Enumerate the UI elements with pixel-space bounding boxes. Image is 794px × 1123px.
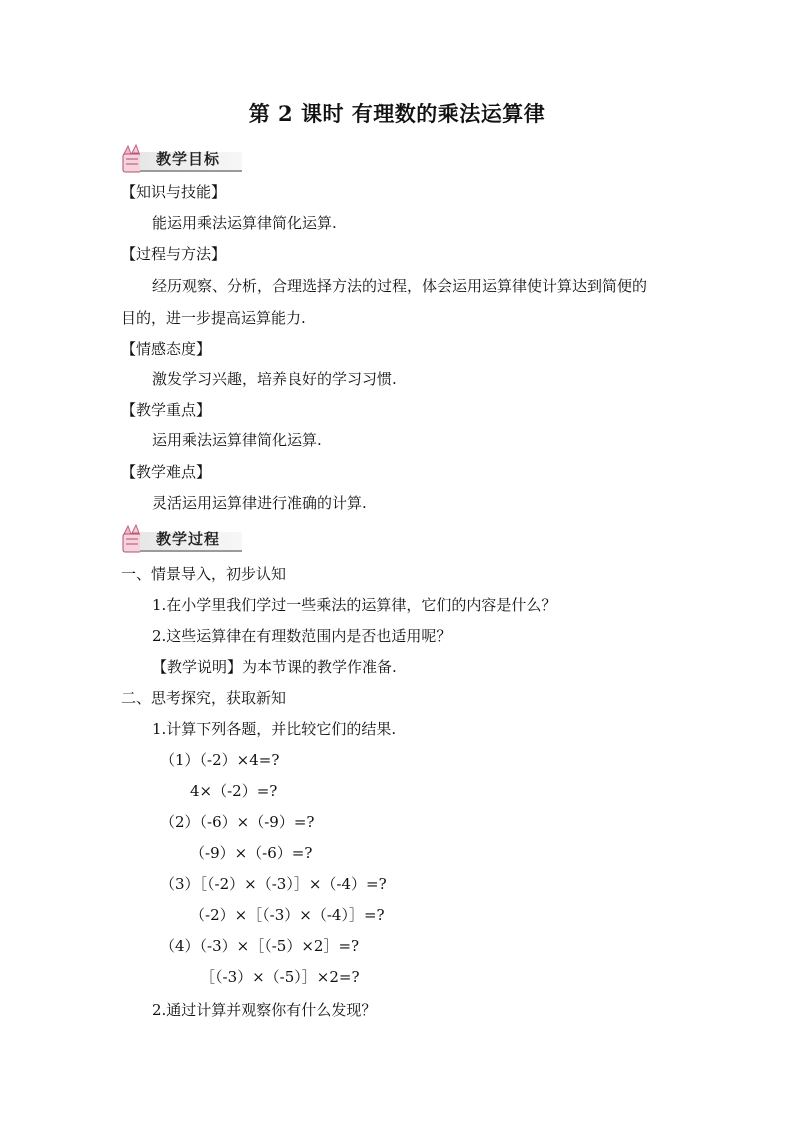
- part1-note: 【教学说明】为本节课的教学作准备.: [152, 658, 397, 676]
- part2-heading: 二、思考探究，获取新知: [121, 689, 287, 707]
- exercise-1a: （1）（-2）×4=?: [160, 751, 280, 769]
- page-title: 第 2 课时 有理数的乘法运算律: [248, 101, 546, 126]
- focus-label: 【教学重点】: [121, 401, 212, 419]
- exercise-2b: （-9）×（-6）=?: [190, 844, 313, 862]
- process-text-1: 经历观察、分析，合理选择方法的过程，体会运用运算律使计算达到简便的: [152, 277, 648, 295]
- part2-question-2: 2.通过计算并观察你有什么发现？: [152, 1001, 377, 1019]
- process-text-2: 目的，进一步提高运算能力.: [121, 309, 306, 327]
- emotion-text: 激发学习兴趣，培养良好的学习习惯.: [152, 370, 397, 388]
- process-banner: [118, 524, 242, 554]
- emotion-label: 【情感态度】: [121, 340, 212, 358]
- exercise-4b: ［（-3）×（-5）］×2=?: [200, 968, 360, 986]
- part1-question-1: 1.在小学里我们学过一些乘法的运算律，它们的内容是什么？: [152, 596, 557, 614]
- exercise-2a: （2）（-6）×（-9）=?: [160, 813, 315, 831]
- part1-heading: 一、情景导入，初步认知: [121, 565, 287, 583]
- difficulty-label: 【教学难点】: [121, 463, 212, 481]
- part2-question-1: 1.计算下列各题，并比较它们的结果.: [152, 720, 397, 738]
- banner-title: 教学过程: [156, 530, 221, 548]
- exercise-4a: （4）（-3）×［（-5）×2］=?: [160, 937, 360, 955]
- banner-title: 教学目标: [156, 150, 221, 168]
- focus-text: 运用乘法运算律简化运算.: [152, 431, 322, 449]
- knowledge-text: 能运用乘法运算律简化运算.: [152, 214, 337, 232]
- exercise-3b: （-2）×［（-3）×（-4）］=?: [190, 906, 385, 924]
- difficulty-text: 灵活运用运算律进行准确的计算.: [152, 494, 367, 512]
- objectives-banner: [118, 144, 242, 174]
- knowledge-label: 【知识与技能】: [121, 183, 227, 201]
- exercise-1b: 4×（-2）=?: [190, 782, 278, 800]
- process-label: 【过程与方法】: [121, 245, 227, 263]
- part1-question-2: 2.这些运算律在有理数范围内是否也适用呢？: [152, 627, 452, 645]
- exercise-3a: （3）［（-2）×（-3）］×（-4）=?: [160, 875, 387, 893]
